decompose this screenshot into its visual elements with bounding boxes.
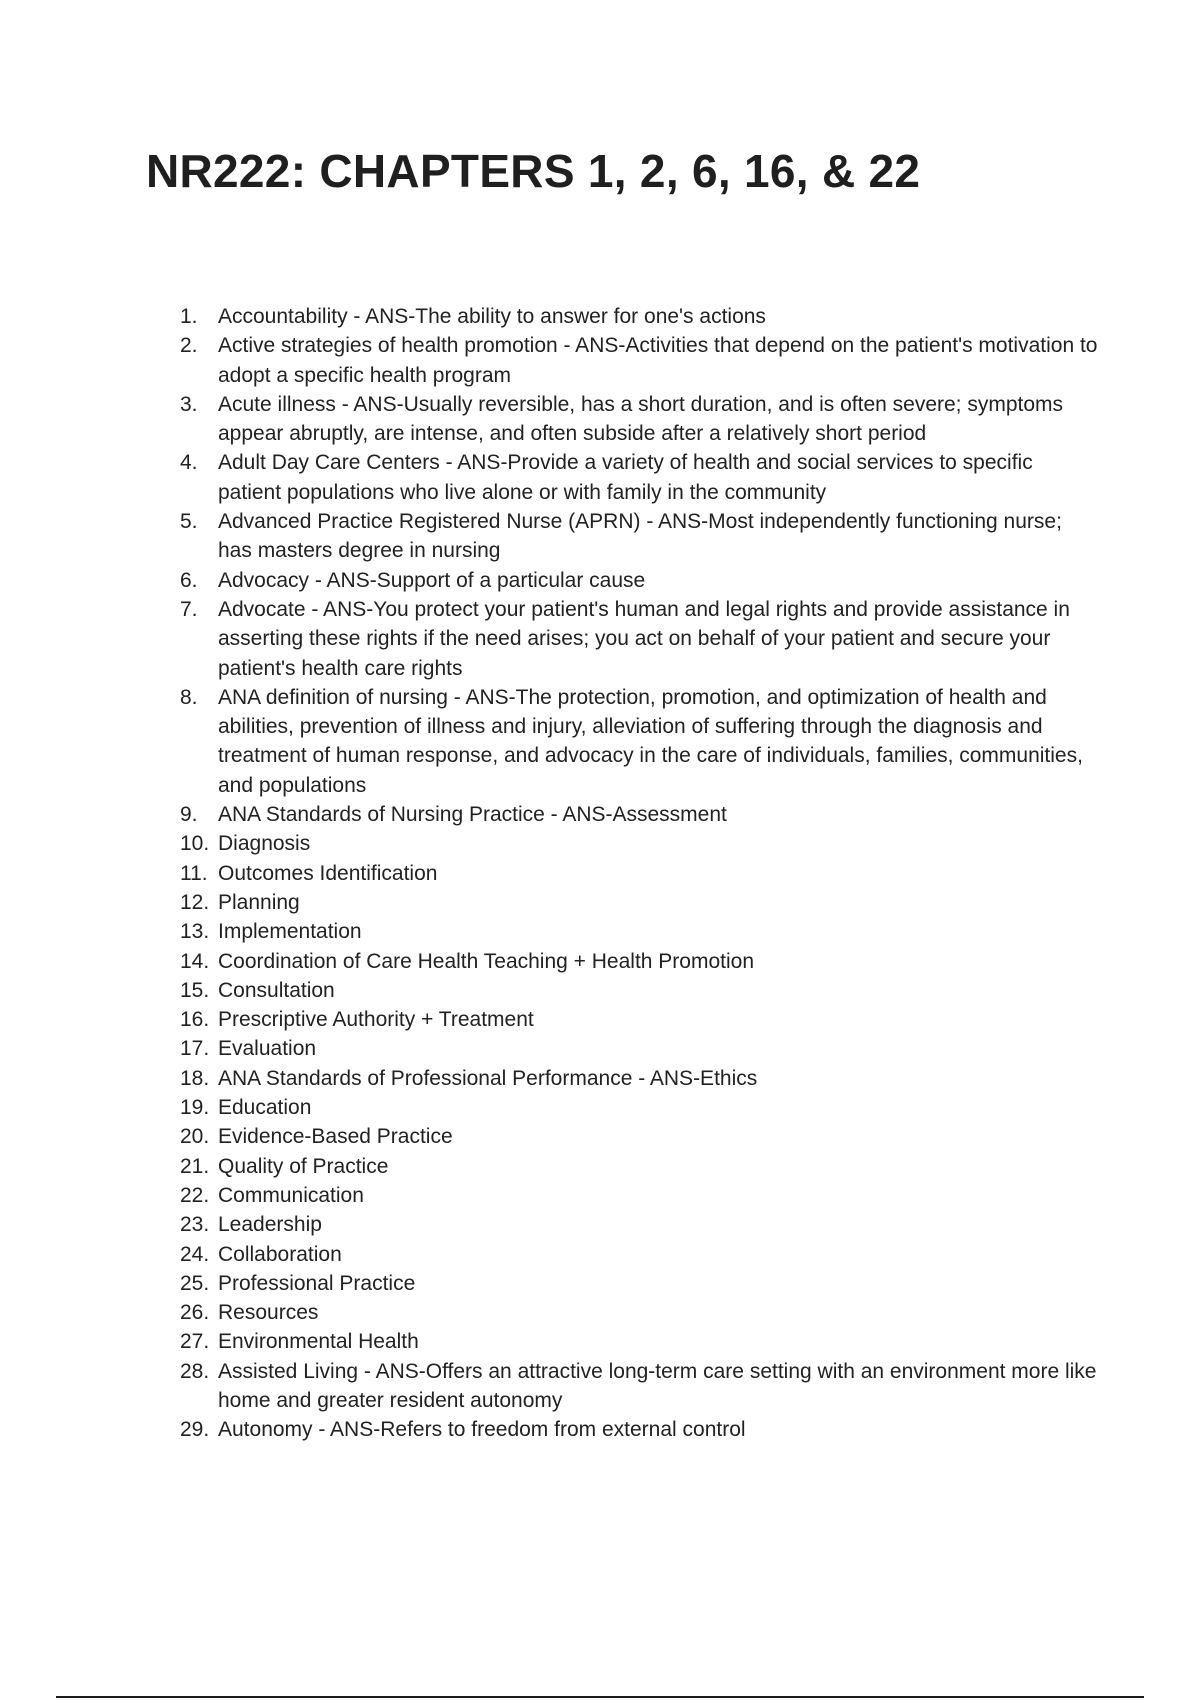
item-number: 11. — [180, 861, 208, 885]
list-item — [180, 683, 1100, 800]
item-text: ANA definition of nursing - ANS-The protection, promotion, and optimization of health and abilities, prevention of illness and injury, alleviation of suffering through the diagnosis and treatment of human response, and advocacy in the care of individuals, families, communities, and populations — [218, 685, 1083, 797]
item-text: Quality of Practice — [218, 1154, 389, 1178]
page-title: NR222: CHAPTERS 1, 2, 6, 16, & 22 — [146, 145, 921, 197]
item-number: 25. — [180, 1271, 210, 1295]
item-number: 7. — [180, 597, 198, 621]
item-number: 22. — [180, 1183, 210, 1207]
list-item — [180, 1181, 1100, 1210]
item-number: 13. — [180, 920, 210, 944]
item-number: 8. — [180, 685, 198, 709]
list-item — [180, 331, 1100, 390]
item-text: Diagnosis — [218, 832, 311, 856]
list-item — [180, 947, 1100, 976]
list-item — [180, 1064, 1100, 1093]
item-text: Collaboration — [218, 1242, 342, 1266]
list-item — [180, 1269, 1100, 1298]
item-text: Accountability - ANS-The ability to answer for one's actions — [218, 305, 766, 328]
item-text: Implementation — [218, 920, 362, 944]
item-text: Evaluation — [218, 1037, 317, 1061]
item-number: 28. — [180, 1359, 210, 1383]
list-item — [180, 800, 1100, 829]
item-text: Coordination of Care Health Teaching + Health Promotion — [218, 949, 755, 973]
list-item — [180, 1357, 1100, 1416]
item-number: 10. — [180, 832, 210, 856]
item-number: 4. — [180, 451, 198, 475]
item-text: Advanced Practice Registered Nurse (APRN) - ANS-Most independently functioning nurse; has masters degree in nursing — [218, 510, 1062, 563]
list-item — [180, 917, 1100, 946]
item-text: Leadership — [218, 1213, 322, 1237]
item-text: Communication — [218, 1183, 364, 1207]
item-text: ANA Standards of Nursing Practice - ANS-Assessment — [218, 803, 727, 827]
item-number: 17. — [180, 1037, 210, 1061]
list-item — [180, 1152, 1100, 1181]
list-item — [180, 1034, 1100, 1063]
item-number: 29. — [180, 1418, 210, 1442]
list-item — [180, 390, 1100, 449]
item-number: 14. — [180, 949, 210, 973]
item-text: ANA Standards of Professional Performance - ANS-Ethics — [218, 1066, 758, 1090]
list-item — [180, 859, 1100, 888]
list-item — [180, 302, 1100, 331]
item-number: 24. — [180, 1242, 210, 1266]
item-text: Resources — [218, 1301, 319, 1325]
item-text: Outcomes Identification — [218, 861, 438, 885]
item-text: Planning — [218, 890, 300, 914]
item-text: Advocacy - ANS-Support of a particular cause — [218, 568, 646, 592]
list-item — [180, 1240, 1100, 1269]
item-number: 6. — [180, 568, 198, 592]
item-number: 16. — [180, 1008, 210, 1032]
page-divider — [56, 1696, 1144, 1698]
list-item — [180, 1093, 1100, 1122]
item-number: 2. — [180, 334, 198, 358]
item-number: 27. — [180, 1330, 210, 1354]
item-number: 20. — [180, 1125, 210, 1149]
list-item — [180, 1210, 1100, 1239]
item-number: 1. — [180, 305, 198, 328]
list-item — [180, 1122, 1100, 1151]
list-item — [180, 448, 1100, 507]
item-text: Professional Practice — [218, 1271, 416, 1295]
list-item — [180, 976, 1100, 1005]
item-number: 12. — [180, 890, 210, 914]
list-item — [180, 1005, 1100, 1034]
term-list — [180, 302, 1100, 1445]
item-text: Prescriptive Authority + Treatment — [218, 1008, 534, 1032]
item-number: 23. — [180, 1213, 210, 1237]
item-number: 9. — [180, 803, 198, 827]
item-number: 19. — [180, 1096, 210, 1120]
item-text: Education — [218, 1096, 312, 1120]
item-text: Acute illness - ANS-Usually reversible, has a short duration, and is often severe; symptoms appear abruptly, are intense, and often subside after a relatively short period — [218, 392, 1064, 446]
list-item — [180, 829, 1100, 858]
item-text: Active strategies of health promotion - ANS-Activities that depend on the patient's motivation to adopt a specific health program — [218, 334, 1098, 387]
item-text: Evidence-Based Practice — [218, 1125, 453, 1149]
item-number: 26. — [180, 1301, 210, 1325]
item-number: 21. — [180, 1154, 210, 1178]
list-item — [180, 888, 1100, 917]
item-number: 3. — [180, 392, 198, 416]
item-number: 5. — [180, 510, 198, 534]
list-item — [180, 507, 1100, 566]
item-text: Consultation — [218, 978, 335, 1002]
item-number: 18. — [180, 1066, 210, 1090]
list-item — [180, 1298, 1100, 1327]
list-item — [180, 595, 1100, 683]
item-text: Autonomy - ANS-Refers to freedom from external control — [218, 1418, 746, 1442]
list-item — [180, 566, 1100, 595]
item-text: Assisted Living - ANS-Offers an attractive long-term care setting with an environment more like home and greater resident autonomy — [218, 1359, 1097, 1412]
item-number: 15. — [180, 978, 210, 1002]
item-text: Advocate - ANS-You protect your patient's human and legal rights and provide assistance in asserting these rights if the need arises; you act on behalf of your patient and secure your patient's health care rights — [218, 597, 1070, 680]
list-item — [180, 1415, 1100, 1444]
item-text: Adult Day Care Centers - ANS-Provide a variety of health and social services to specific patient populations who live alone or with family in the community — [218, 451, 1033, 504]
item-text: Environmental Health — [218, 1330, 419, 1354]
list-item — [180, 1327, 1100, 1356]
